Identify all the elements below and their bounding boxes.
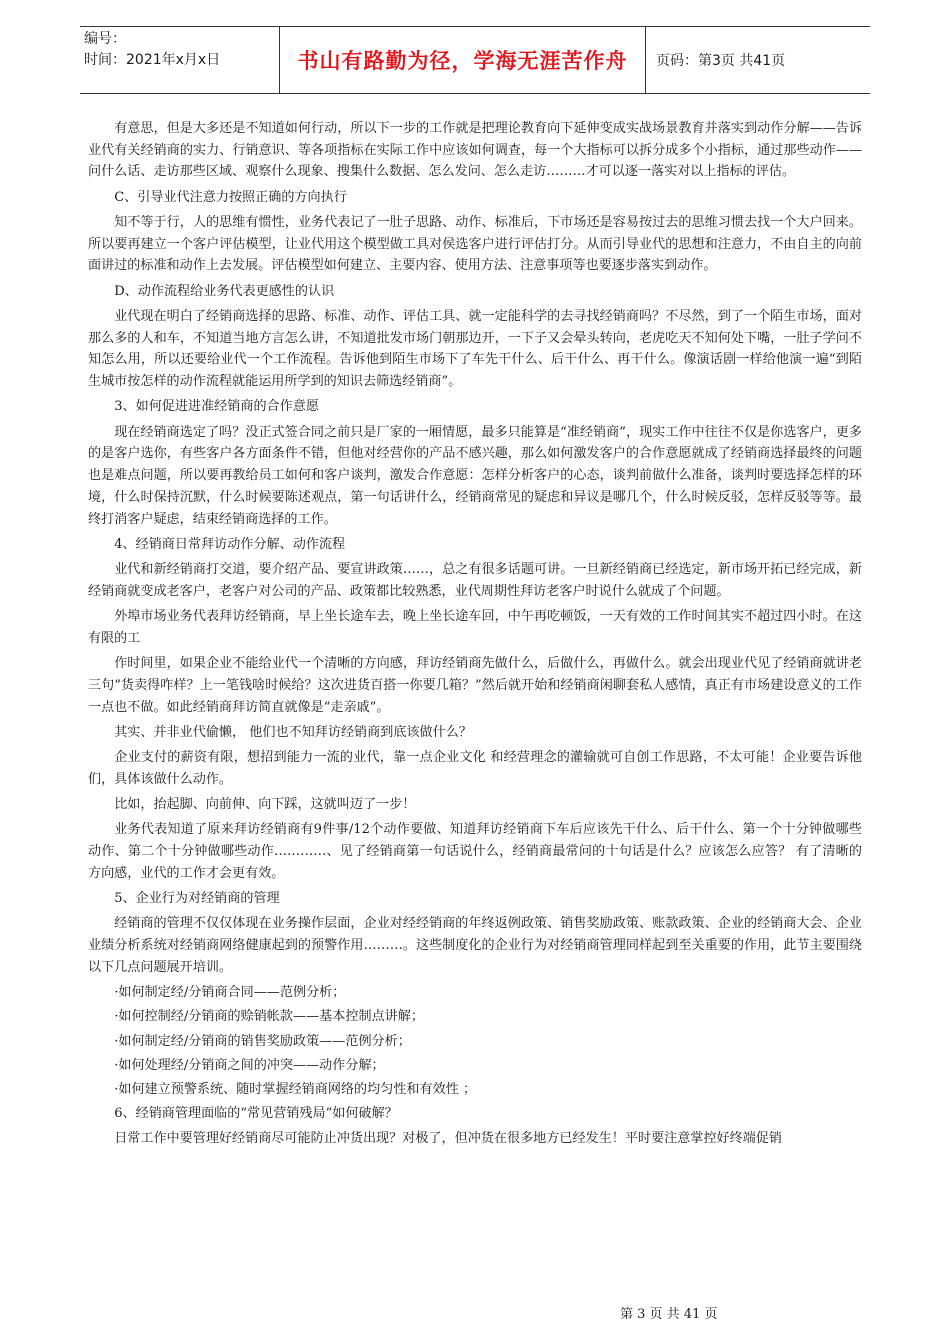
paragraph: 知不等于行，人的思维有惯性，业务代表记了一肚子思路、动作、标准后，下市场还是容易按过去的思维习惯去找一个大户回来。所以要再建立一个客户评估模型，让业代用这个模型做工具对侯选客户进行评估打分。从而引导业代的思想和注意力，不由自主的向前面讲过的标准和动作上去发展。评估模型如何建立、主要内容、使用方法、注意事项等也要逐步落实到动作。	[88, 215, 862, 274]
paragraph: 日常工作中要管理好经销商尽可能防止冲货出现？对极了，但冲货在很多地方已经发生！平时要注意掌控好终端促销	[114, 1131, 782, 1147]
paragraph: 作时间里，如果企业不能给业代一个清晰的方向感，拜访经销商先做什么，后做什么，再做什么。就会出现业代见了经销商就讲老三句“货卖得咋样？上一笔钱啥时候给？这次进货百搭一你要几箱？”然后就开始和经销商闲聊套私人感情，真正有市场建设意义的工作一点也不做。如此经销商拜访简直就像是“走亲戚”。	[88, 656, 862, 715]
paragraph: 业代现在明白了经销商选择的思路、标准、动作、评估工具、就一定能科学的去寻找经销商吗？不尽然，到了一个陌生市场，面对那么多的人和车，不知道当地方言怎么讲，不知道批发市场门朝那边开，一下子又会晕头转向，老虎吃天不知何处下嘴，一肚子学问不知怎么用，所以还要给业代一个工作流程。告诉他到陌生市场下了车先干什么、后干什么、再干什么。像演话剧一样给他演一遍“到陌生城市按怎样的动作流程就能运用所学到的知识去筛选经销商”。	[88, 309, 862, 390]
bullet-item: ·如何处理经/分销商之间的冲突——动作分解；	[114, 1057, 385, 1073]
page-footer: 第 3 页 共 41 页	[620, 1307, 718, 1322]
section-heading: 4、经销商日常拜访动作分解、动作流程	[114, 536, 346, 552]
section-heading: 5、企业行为对经销商的管理	[114, 891, 280, 907]
bullet-item: ·如何制定经/分销商的销售奖励政策——范例分析；	[114, 1033, 411, 1049]
bullet-item: ·如何制定经/分销商合同——范例分析；	[114, 985, 346, 1001]
paragraph: 其实、并非业代偷懒， 他们也不知拜访经销商到底该做什么？	[114, 724, 472, 740]
section-heading: C、引导业代注意力按照正确的方向执行	[114, 189, 347, 205]
header-number: 编号：	[84, 31, 126, 47]
header-meta	[80, 27, 280, 93]
paragraph: 外埠市场业务代表拜访经销商，早上坐长途车去，晚上坐长途车回，中午再吃顿饭，一天有效的工作时间其实不超过四小时。在这有限的工	[88, 609, 862, 646]
section-heading: 3、如何促进进准经销商的合作意愿	[114, 399, 319, 415]
section-heading: D、动作流程给业务代表更感性的认识	[114, 283, 335, 299]
document-body	[88, 118, 862, 1154]
bullet-item: ·如何建立预警系统、随时掌握经销商网络的均匀性和有效性 ；	[114, 1081, 477, 1097]
section-heading: 6、经销商管理面临的“常见营销残局”如何破解？	[114, 1106, 398, 1122]
paragraph: 业代和新经销商打交道，要介绍产品、要宣讲政策……，总之有很多话题可讲。一旦新经销商已经选定，新市场开拓已经完成，新经销商就变成老客户，老客户对公司的产品、政策都比较熟悉，业代周期性拜访老客户时说什么就成了个问题。	[88, 562, 862, 599]
paragraph: 现在经销商选定了吗？没正式签合同之前只是厂家的一厢情愿，最多只能算是“准经销商”，现实工作中往往不仅是你选客户，更多的是客户选你，有些客户各方面条件不错，但他对经营你的产品不感兴趣，那么如何激发客户的合作意愿就成了经销商选择最终的问题也是难点问题，所以要再教给员工如何和客户谈判，激发合作意愿：怎样分析客户的心态，谈判前做什么准备，谈判时要选择怎样的环境，什么时保持沉默，什么时候要陈述观点，第一句话讲什么，经销商常见的疑虑和异议是哪几个，什么时候反驳，怎样反驳等等。最终打消客户疑虑，结束经销商选择的工作。	[88, 424, 862, 527]
header-motto: 书山有路勤为径，学海无涯苦作舟	[280, 27, 646, 93]
header-time: 时间：2021年x月x日	[84, 52, 221, 68]
bullet-item: ·如何控制经/分销商的赊销帐款——基本控制点讲解；	[114, 1009, 424, 1025]
paragraph: 有意思，但是大多还是不知道如何行动，所以下一步的工作就是把理论教育向下延伸变成实战场景教育并落实到动作分解——告诉业代有关经销商的实力、行销意识、等各项指标在实际工作中应该如何调查，每一个大指标可以拆分成多个小指标，通过那些动作——问什么话、走访那些区域、观察什么现象、搜集什么数据、怎么发问、怎么走访………才可以逐一落实对以上指标的评估。	[88, 121, 862, 180]
paragraph: 业务代表知道了原来拜访经销商有9件事/12个动作要做、知道拜访经销商下车后应该先干什么、后干什么、第一个十分钟做哪些动作、第二个十分钟做哪些动作…………、见了经销商第一句话说什么，经销商最常问的十句话是什么？应该怎么应答？ 有了清晰的方向感，业代的工作才会更有效。	[88, 822, 862, 881]
paragraph: 比如，抬起脚、向前伸、向下踩，这就叫迈了一步！	[114, 797, 416, 813]
paragraph: 经销商的管理不仅仅体现在业务操作层面，企业对经经销商的年终返例政策、销售奖励政策、账款政策、企业的经销商大会、企业业绩分析系统对经销商网络健康起到的预警作用………。这些制度化的企业行为对经销商管理同样起到至关重要的作用，此节主要围绕以下几点问题展开培训。	[88, 916, 862, 975]
page-header	[80, 26, 870, 94]
paragraph: 企业支付的薪资有限，想招到能力一流的业代，靠一点企业文化 和经营理念的灌输就可自创工作思路，不太可能！企业要告诉他们，具体该做什么动作。	[88, 750, 862, 787]
header-page-label: 页码：第3页 共41页	[656, 53, 786, 69]
